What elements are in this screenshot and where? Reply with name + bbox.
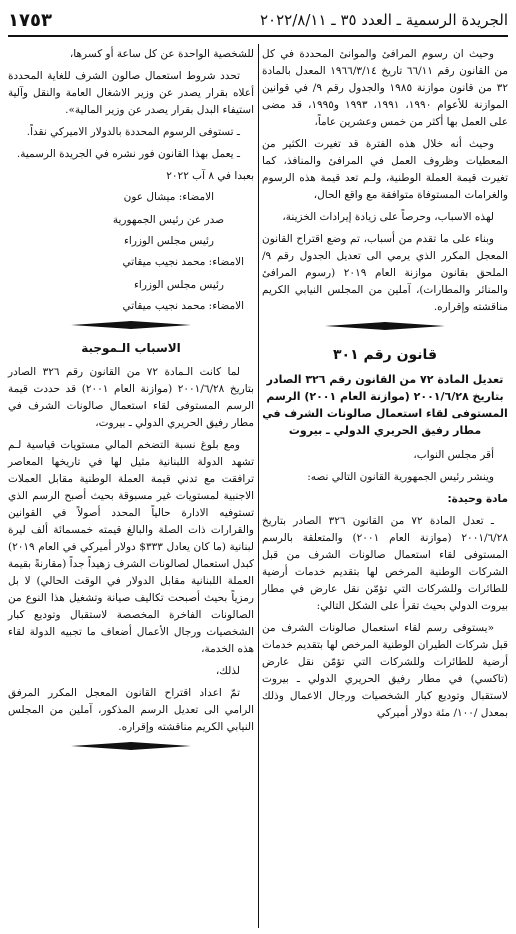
signature-pm: الامضاء: محمد نجيب ميقاتي xyxy=(122,256,244,268)
column-divider xyxy=(258,44,259,928)
signature-pm: الامضاء: محمد نجيب ميقاتي xyxy=(122,300,244,312)
pm-title: رئيس مجلس الوزراء xyxy=(123,235,214,247)
page-header xyxy=(8,8,508,32)
article-body: ـ تعدل المادة ٧٢ من القانون ٣٢٦ الصادر بتاريخ ٢٠٠١/٦/٢٨ (موازنة العام ٢٠٠١) والمتعلقة بالرسم المستوفى لقاء استعمال صالونات الشرف من قبل الشركات الوطنية المرخص لها بتقديم خدمات أرضية للطائرات وللشركات التي تؤمّن نقل عارض في مطار بيروت الدولي بحيث تقرأ على الشكل التالي: xyxy=(262,514,508,612)
page-number: ١٧٥٣ xyxy=(8,9,52,31)
left-column xyxy=(8,46,254,760)
signature-president: الامضاء: ميشال عون xyxy=(123,191,214,203)
paragraph: وبناء على ما تقدم من أسباب، تم وضع اقتراح القانون المعجل المكرر الذي يرمي الى تعديل الجدول رقم ٩/ الملحق بقانون موازنة العام ٢٠١٩ (رسوم المرافئ والمنائر والمطارات)، آملين من المجلس النيابي الكريم مناقشته وإقراره. xyxy=(262,233,508,313)
promulgation-line: وينشر رئيس الجمهورية القانون التالي نصه: xyxy=(307,470,494,483)
article-heading: مادة وحيدة: xyxy=(447,492,508,505)
paragraph: تحدد شروط استعمال صالون الشرف للغاية المحددة أعلاه بقرار يصدر عن وزير الاشغال العامة والنقل وآلية استيفاء البدل بقرار يصدر عن وزير المالية». xyxy=(8,70,254,116)
date-line: بعبدا في ٨ آب ٢٠٢٢ xyxy=(166,170,254,182)
paragraph: تمّ اعداد اقتراح القانون المعجل المكرر المرفق الرامي الى تعديل الرسم المذكور، آملين من المجلس النيابي الكريم مناقشته وإقراره. xyxy=(8,687,254,734)
paragraph: لهذه الاسباب، وحرصاً على زيادة إيرادات الخزينة، xyxy=(282,211,494,223)
law-number: قانون رقم ٣٠١ xyxy=(332,347,437,363)
parliament-approval: أقر مجلس النواب، xyxy=(413,448,494,461)
paragraph: للشخصية الواحدة عن كل ساعة أو كسرها، xyxy=(69,48,254,60)
article-quote: «يستوفى رسم لقاء استعمال صالونات الشرف من قبل شركات الطيران الوطنية المرخص لها بتقديم خدمات أرضية للطائرات وللشركات التي تؤمّن نقل عارض (تاكسي) في مطار رفيق الحريري الدولي ـ بيروت لاستقبال وتوديع كبار الشخصيات ورجال الاعمال وذلك بمعدل /١٠٠/ مئة دولار أميركي xyxy=(262,621,508,719)
issued-by: صدر عن رئيس الجمهورية xyxy=(112,214,224,226)
paragraph: وحيث ان رسوم المرافئ والموانئ المحددة في كل من القانون رقم ٦٦/١١ تاريخ ١٩٦٦/٣/١٤ المعدل بالمادة ٣٢ من قانون موازنة ١٩٨٥ والجدول رقم ٩/ في قوانين الموازنة للأعوام ١٩٩٠، ١٩٩١، ١٩٩٣ و١٩٩٥، قد مضى على العمل بها أكثر من خمس وعشرين عاماً، xyxy=(262,48,508,128)
law-title: تعديل المادة ٧٢ من القانون رقم ٣٢٦ الصادر بتاريخ ٢٠٠١/٦/٢٨ (موازنة العام ٢٠٠١) الرسم المستوفى لقاء استعمال صالونات الشرف في مطار رفيق الحريري الدولي ـ بيروت xyxy=(262,372,508,437)
reasons-heading: الاسباب الـموجبة xyxy=(81,341,181,355)
section-separator-icon xyxy=(71,742,191,750)
paragraph: وحيث أنه خلال هذه الفترة قد تغيرت الكثير من المعطيات وظروف العمل في المرافئ والمنافذ، كما تغيرت قيمة العملة الوطنية، ولـم تعد قيمة هذه الرسوم والغرامات المستوفاة متوافقة مع واقع الحال، xyxy=(262,138,508,201)
paragraph: ـ يعمل بهذا القانون فور نشره في الجريدة الرسمية. xyxy=(16,148,240,160)
running-title: الجريدة الرسمية ـ العدد ٣٥ ـ ٢٠٢٢/٨/١١ xyxy=(260,11,508,29)
section-separator-icon xyxy=(71,321,191,329)
section-separator-icon xyxy=(325,322,445,330)
paragraph: ومع بلوغ نسبة التضخم المالي مستويات قياسية لـم تشهد الدولة اللبنانية مثيل لها في تاريخها المعاصر ترافقت مع تدني قيمة العملة الوطنية مقابل العملات الاجنبية لمستويات غير مسبوقة بحيث أصبح الرسم الذي تستوفيه الادارة حالياً المحدد أصولاً في القوانين والقرارات ذات الصلة والبالغ قيمته خمسمائة ألف ليرة لبنانية (ما كان يعادل ٣٣٣$ دولار أميركي في العام ٢٠١٩) كبدل استعمال لصالونات الشرف زهيداً جداً (مقارنةً بقيمة العملة اللبنانية مقابل الدولار في الوقت الحالي) لا بل رمزياً بحيث أصبحت تكاليف صيانة وتشغيل هذا النوع من الصالونات الفاخرة المخصصة لاستقبال وتوديع كبار الشخصيات ورجال الأعمال أضعاف ما تجبيه الدولة لقاء هذه الخدمة، xyxy=(8,439,254,656)
paragraph: لذلك، xyxy=(215,665,240,678)
right-column xyxy=(262,46,508,727)
paragraph: لما كانت الـمادة ٧٢ من القانون رقم ٣٢٦ الصادر بتاريخ ٢٠٠١/٦/٢٨ (موازنة العام ٢٠٠١) قد حددت قيمة الرسم المستوفى لقاء استعمال صالونات الشرف في مطار رفيق الحريري الدولي ـ بيروت، xyxy=(8,366,254,430)
paragraph: ـ تستوفى الرسوم المحددة بالدولار الاميركي نقداً. xyxy=(26,126,240,138)
pm-title: رئيس مجلس الوزراء xyxy=(133,279,224,291)
header-rule xyxy=(8,35,508,37)
